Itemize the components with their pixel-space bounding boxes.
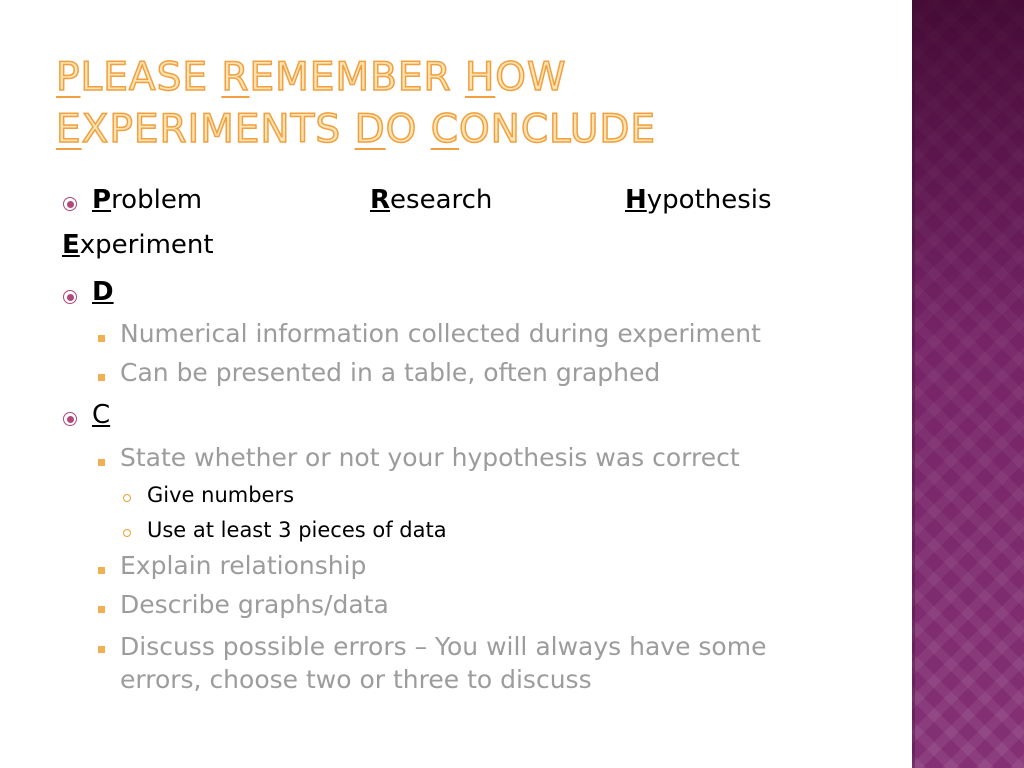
title-word-rest: EMEMBER [249, 55, 465, 100]
title-word-rest: LEASE [80, 55, 222, 100]
title-initial: P [56, 55, 81, 100]
step-experiment [62, 230, 214, 260]
title-word-rest: OW [495, 55, 567, 100]
step-problem [92, 185, 202, 215]
square-bullet-icon [98, 459, 105, 466]
square-bullet-icon [98, 335, 105, 342]
step-initial: R [370, 185, 391, 215]
conclude-sub-point: Give numbers [147, 483, 295, 507]
ring-bullet-icon [123, 494, 131, 502]
square-bullet-icon [98, 374, 105, 381]
circle-bullet-icon [63, 197, 77, 211]
square-bullet-icon [98, 567, 105, 574]
step-rest: xperiment [79, 230, 214, 260]
title-word-rest: XPERIMENTS [81, 107, 355, 152]
title-word-rest: O [385, 107, 431, 152]
ring-bullet-icon [123, 529, 131, 537]
square-bullet-icon [98, 606, 105, 613]
title-word-rest: ONCLUDE [458, 107, 657, 152]
data-point: Can be presented in a table, often graphed [120, 358, 661, 387]
conclude-point: Describe graphs/data [120, 590, 389, 619]
title-initial: R [221, 55, 250, 100]
conclude-point: Explain relationship [120, 551, 367, 580]
step-rest: roblem [111, 185, 203, 215]
conclude-point: State whether or not your hypothesis was correct [120, 443, 740, 472]
circle-bullet-icon [63, 290, 77, 304]
conclude-section-heading: C [92, 400, 111, 430]
data-point: Numerical information collected during experiment [120, 319, 761, 348]
step-initial: E [62, 230, 80, 260]
step-rest: ypothesis [646, 185, 772, 215]
conclude-point: Discuss possible errors – You will always have some errors, choose two or three to discuss [120, 632, 767, 694]
title-initial: H [464, 55, 496, 100]
side-panel-edge [912, 0, 915, 768]
conclude-sub-point: Use at least 3 pieces of data [147, 518, 447, 542]
step-initial: H [625, 185, 647, 215]
decorative-side-panel [912, 0, 1024, 768]
title-initial: D [354, 107, 386, 152]
step-hypothesis [625, 185, 772, 215]
square-bullet-icon [98, 646, 105, 653]
title-initial: E [56, 107, 82, 152]
step-initial: P [92, 185, 112, 215]
circle-bullet-icon [63, 412, 77, 426]
data-section-heading: D [92, 277, 114, 307]
title-initial: C [430, 107, 459, 152]
step-research [370, 185, 492, 215]
step-rest: esearch [390, 185, 493, 215]
